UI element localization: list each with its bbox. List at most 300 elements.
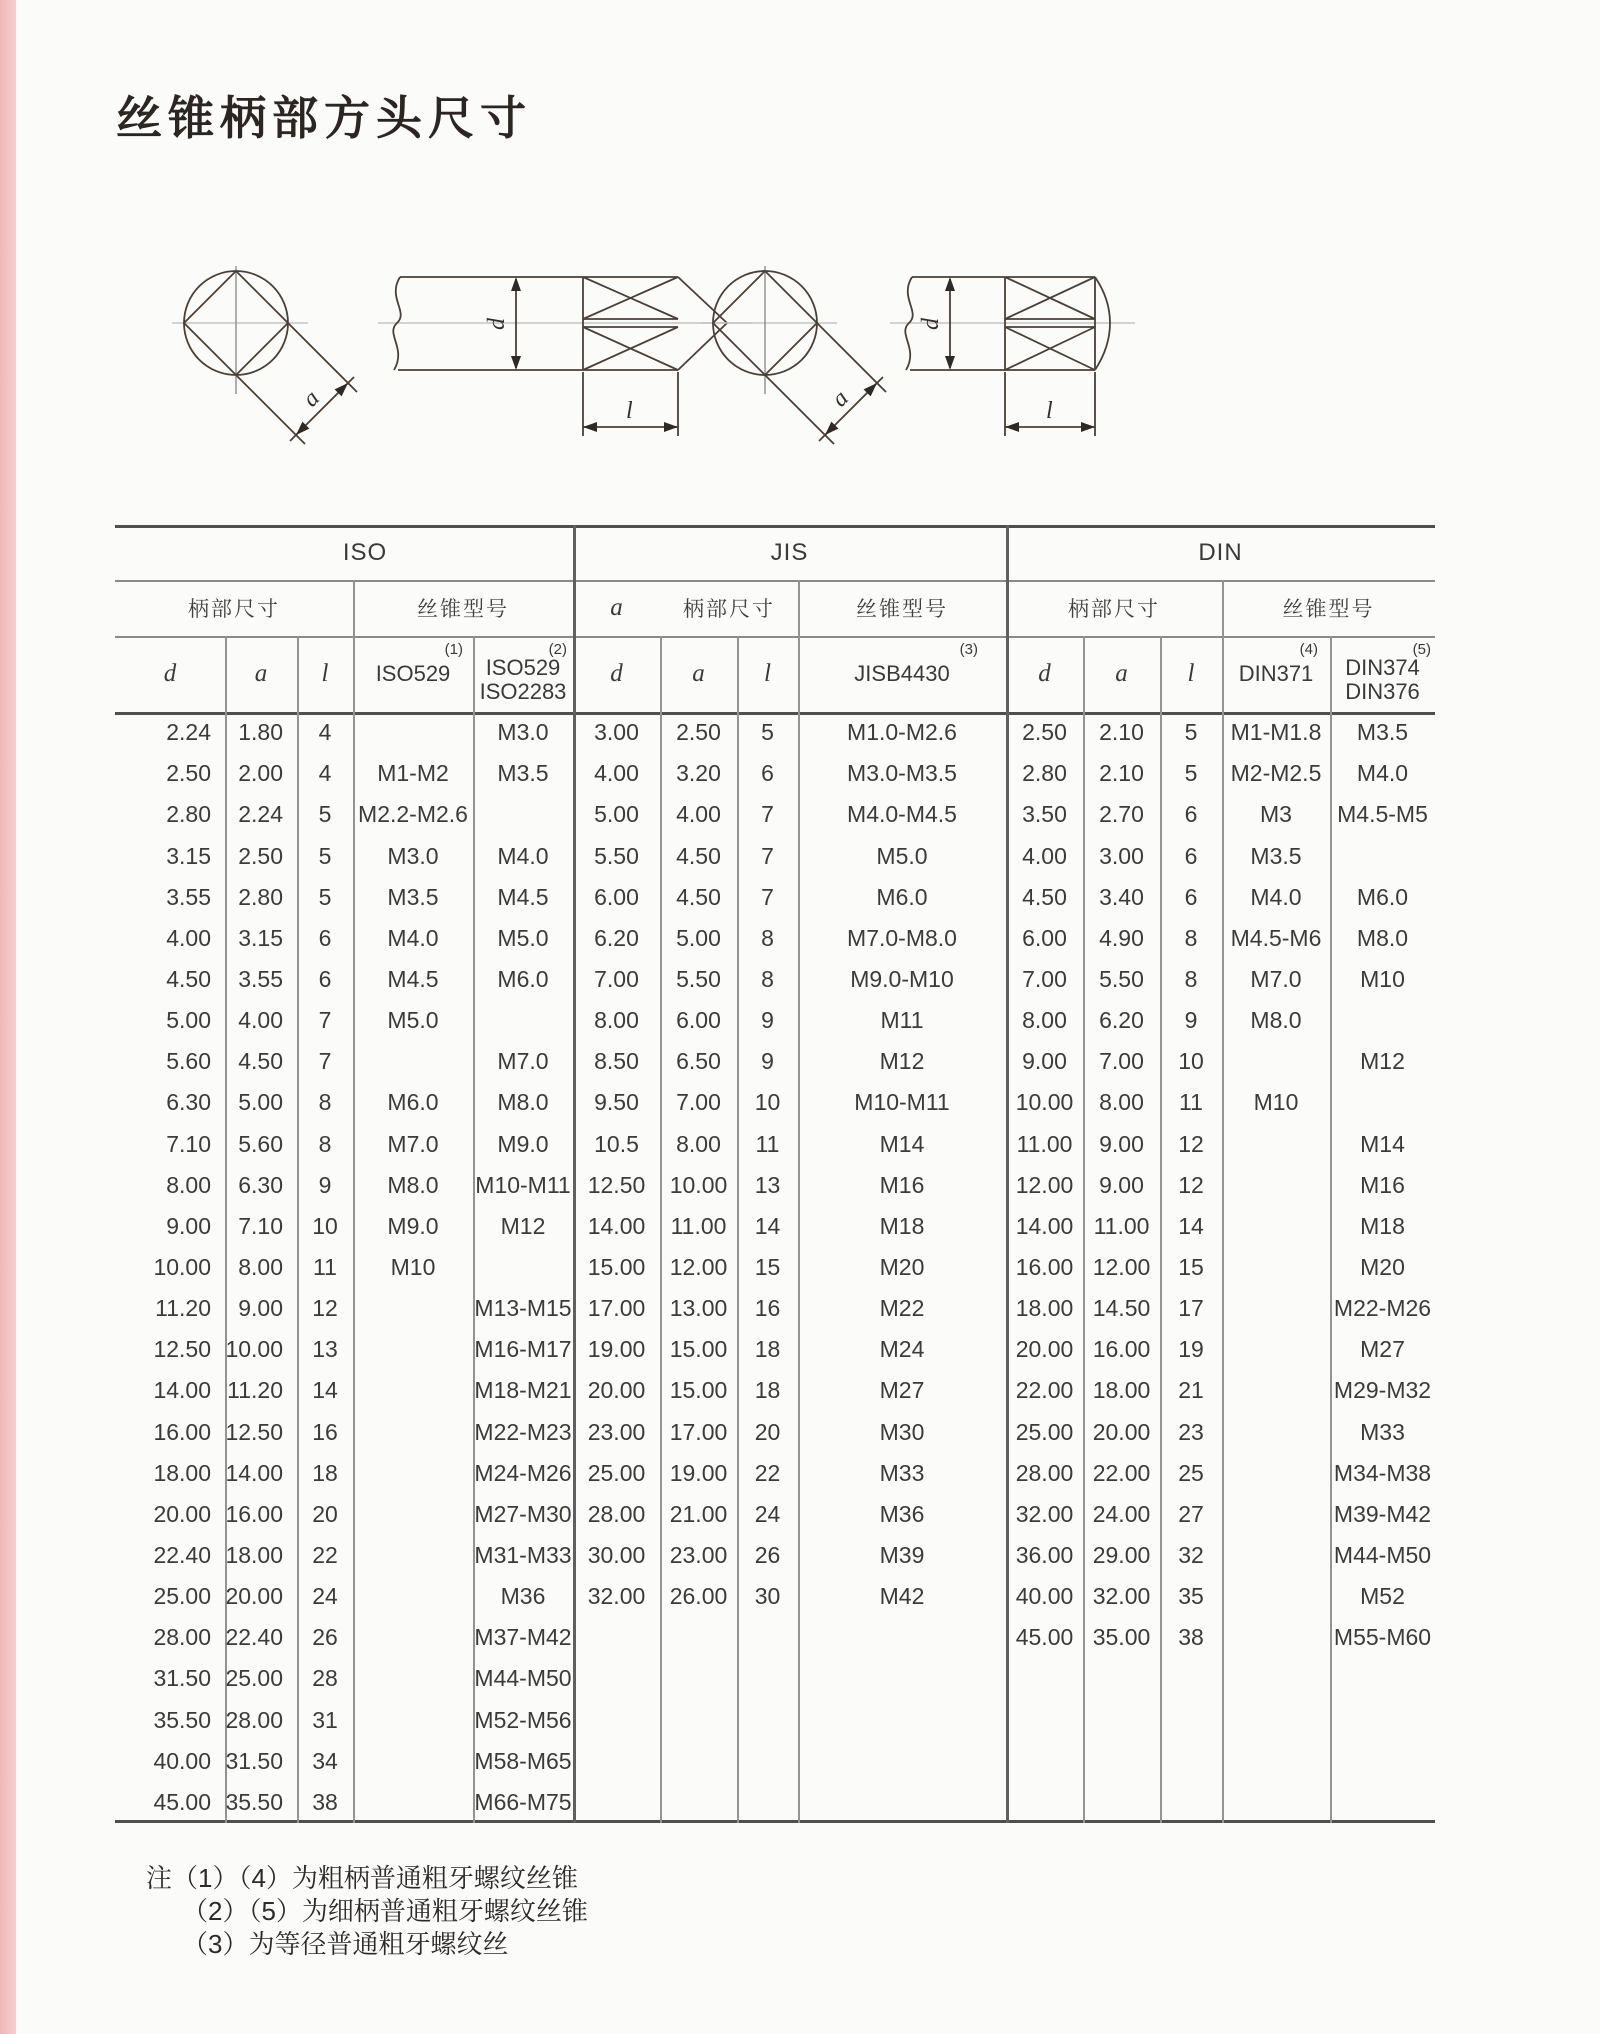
- table-cell: M39: [879, 1542, 925, 1569]
- table-cell: 5: [761, 719, 774, 746]
- table-cell: M10: [1360, 965, 1405, 992]
- table-cell: M6.0: [387, 1089, 439, 1116]
- standard-name: DIN376: [1345, 679, 1420, 704]
- table-cell: M42: [879, 1583, 925, 1610]
- table-cell: 28.00: [587, 1500, 646, 1527]
- table-cell: M44-M50: [474, 1665, 572, 1692]
- table-cell: 18: [312, 1459, 338, 1486]
- table-cell: M4.0: [497, 842, 549, 869]
- table-cell: 5: [318, 842, 332, 869]
- table-cell: 29.00: [1092, 1542, 1151, 1569]
- table-cell: 5.00: [166, 1007, 211, 1034]
- table-cell: 28.00: [153, 1624, 211, 1651]
- table-cell: M9.0: [497, 1130, 549, 1157]
- table-cell: 15: [1178, 1253, 1204, 1280]
- table-cell: 8.00: [1022, 1007, 1067, 1034]
- table-cell: 7: [318, 1007, 332, 1034]
- iso-shank-header: 柄部尺寸: [188, 598, 280, 621]
- table-cell: 16.00: [1015, 1253, 1074, 1280]
- table-cell: 20.00: [225, 1583, 283, 1610]
- dim-d-label: d: [484, 318, 510, 330]
- table-cell: 21: [1178, 1377, 1204, 1404]
- table-cell: M18: [879, 1212, 925, 1239]
- table-cell: 6.30: [166, 1089, 211, 1116]
- table-cell: 12.00: [1092, 1253, 1151, 1280]
- table-cell: 5.50: [594, 842, 639, 869]
- table-cell: 3.00: [594, 719, 639, 746]
- table-cell: 8: [761, 965, 774, 992]
- iso-type-col-1: [353, 636, 473, 712]
- table-cell: M7.0-M8.0: [847, 924, 957, 951]
- table-cell: 16.00: [225, 1500, 283, 1527]
- table-cell: 20.00: [587, 1377, 646, 1404]
- table-cell: 17.00: [587, 1295, 646, 1322]
- table-cell: M4.0: [1250, 883, 1302, 910]
- table-cell: 8.50: [594, 1048, 639, 1075]
- table-cell: 14.00: [587, 1212, 646, 1239]
- dim-l-label: l: [1046, 398, 1053, 424]
- table-cell: 3.55: [238, 965, 283, 992]
- table-cell: 22: [754, 1459, 781, 1486]
- table-cell: 6.00: [594, 883, 639, 910]
- iso-col-l: l: [321, 660, 329, 687]
- table-cell: 11.00: [1016, 1130, 1073, 1157]
- table-cell: 20.00: [1092, 1418, 1151, 1445]
- iso-type-col-2: [473, 636, 573, 712]
- table-cell: 24: [312, 1583, 338, 1610]
- table-cell: M14: [879, 1130, 925, 1157]
- iso-type-header: 丝锥型号: [417, 598, 509, 621]
- table-cell: 6.00: [676, 1007, 721, 1034]
- table-cell: 14.50: [1092, 1295, 1151, 1322]
- table-cell: M4.5: [387, 965, 439, 992]
- table-cell: 32.00: [1092, 1583, 1151, 1610]
- section-label-jis: JIS: [770, 538, 809, 566]
- table-cell: M18-M21: [474, 1377, 572, 1404]
- table-cell: 5: [1184, 719, 1198, 746]
- table-cell: 14: [754, 1212, 781, 1239]
- table-cell: M4.5: [497, 883, 549, 910]
- table-cell: 6.30: [238, 1171, 283, 1198]
- table-cell: M20: [1360, 1253, 1405, 1280]
- table-cell: 14.00: [153, 1377, 211, 1404]
- din-col-d: d: [1038, 660, 1051, 687]
- table-cell: 4: [318, 719, 332, 746]
- table-cell: 11: [1179, 1089, 1203, 1116]
- table-cell: 2.50: [676, 719, 721, 746]
- table-cell: 11.20: [155, 1295, 211, 1322]
- dimension-table: [115, 525, 1435, 1823]
- table-cell: M10: [390, 1253, 436, 1280]
- table-cell: 3.15: [166, 842, 211, 869]
- table-cell: 26.00: [669, 1583, 728, 1610]
- table-cell: 2.10: [1099, 719, 1144, 746]
- table-cell: 35: [1178, 1583, 1204, 1610]
- table-cell: 14.00: [225, 1459, 283, 1486]
- table-cell: 26: [754, 1542, 781, 1569]
- table-cell: M1.0-M2.6: [847, 719, 957, 746]
- table-cell: M33: [879, 1459, 925, 1486]
- table-cell: 5: [318, 801, 332, 828]
- table-cell: M34-M38: [1333, 1459, 1432, 1486]
- table-cell: 5.50: [676, 965, 721, 992]
- table-cell: 6: [1184, 883, 1198, 910]
- table-cell: 11: [755, 1130, 780, 1157]
- table-cell: M24-M26: [474, 1459, 572, 1486]
- table-cell: M22: [879, 1295, 925, 1322]
- jis-col-d: d: [610, 660, 623, 687]
- table-cell: 2.24: [238, 801, 283, 828]
- din-shank-header: 柄部尺寸: [1068, 598, 1160, 621]
- table-cell: M4.0-M4.5: [847, 801, 957, 828]
- table-cell: 15: [754, 1253, 781, 1280]
- table-cell: M27: [879, 1377, 925, 1404]
- table-cell: 6.50: [676, 1048, 721, 1075]
- table-cell: M12: [879, 1048, 925, 1075]
- table-cell: 8.00: [238, 1253, 283, 1280]
- table-cell: 7.00: [594, 965, 639, 992]
- table-cell: 10.5: [594, 1130, 639, 1157]
- table-cell: M3.0-M3.5: [847, 760, 957, 787]
- table-cell: M5.0: [387, 1007, 439, 1034]
- table-cell: 10.00: [669, 1171, 728, 1198]
- dim-a-label: a: [826, 385, 854, 413]
- table-cell: M8.0: [1250, 1007, 1302, 1034]
- table-cell: M8.0: [1356, 924, 1409, 951]
- table-cell: 32: [1178, 1542, 1204, 1569]
- table-cell: 5.00: [594, 801, 639, 828]
- table-cell: M55-M60: [1333, 1624, 1432, 1651]
- table-cell: 25.00: [1015, 1418, 1074, 1445]
- table-cell: 23.00: [587, 1418, 646, 1445]
- table-cell: M6.0: [497, 965, 549, 992]
- table-cell: 2.24: [166, 719, 211, 746]
- table-cell: 7: [761, 842, 774, 869]
- table-cell: 4.50: [676, 883, 721, 910]
- table-cell: 5.60: [238, 1130, 283, 1157]
- table-cell: 4: [318, 760, 332, 787]
- standard-name: ISO529: [485, 655, 561, 680]
- table-cell: M16: [879, 1171, 925, 1198]
- table-cell: 12.50: [587, 1171, 646, 1198]
- table-cell: 28.00: [225, 1706, 283, 1733]
- din-type-col-2: [1330, 636, 1435, 712]
- table-cell: M2-M2.5: [1230, 760, 1322, 787]
- jis-col-l: l: [764, 660, 771, 687]
- table-cell: M12: [500, 1212, 546, 1239]
- table-cell: 19.00: [669, 1459, 728, 1486]
- table-cell: 9: [761, 1007, 774, 1034]
- table-cell: 4.00: [1022, 842, 1067, 869]
- table-cell: 31.50: [225, 1747, 283, 1774]
- table-cell: M3.5: [387, 883, 439, 910]
- technical-drawings: [100, 180, 1250, 470]
- iso-col-a: a: [254, 660, 268, 687]
- table-cell: 7.00: [676, 1089, 721, 1116]
- table-cell: M10-M11: [854, 1089, 950, 1116]
- table-cell: 3.20: [676, 760, 721, 787]
- table-cell: 12.50: [153, 1336, 211, 1363]
- table-cell: 20.00: [153, 1500, 211, 1527]
- table-cell: M31-M33: [474, 1542, 572, 1569]
- table-cell: 22.40: [153, 1542, 211, 1569]
- table-cell: 7: [761, 801, 774, 828]
- table-cell: 3.55: [166, 883, 211, 910]
- table-cell: M5.0: [876, 842, 928, 869]
- dim-a-label: a: [297, 385, 325, 413]
- table-cell: 5.50: [1099, 965, 1144, 992]
- table-cell: M52: [1360, 1583, 1405, 1610]
- table-cell: 4.90: [1099, 924, 1144, 951]
- table-cell: 5.00: [238, 1089, 283, 1116]
- table-cell: M6.0: [1356, 883, 1409, 910]
- table-cell: 30: [754, 1583, 781, 1610]
- table-cell: 2.50: [166, 760, 211, 787]
- table-cell: M3.5: [1356, 719, 1409, 746]
- table-cell: 8: [318, 1089, 332, 1116]
- table-cell: M36: [879, 1500, 925, 1527]
- table-cell: M3.5: [497, 760, 549, 787]
- table-cell: 34: [312, 1747, 338, 1774]
- table-cell: 6.00: [1022, 924, 1067, 951]
- table-cell: 16: [312, 1418, 338, 1445]
- table-cell: 31: [312, 1706, 338, 1733]
- din-col-l: l: [1187, 660, 1195, 687]
- footnote-line: （2）（5）为细柄普通粗牙螺纹丝锥: [182, 1896, 588, 1926]
- table-cell: 14: [312, 1377, 338, 1404]
- table-cell: 15.00: [669, 1377, 728, 1404]
- table-cell: M4.5-M6: [1230, 924, 1322, 951]
- table-cell: M11: [880, 1007, 924, 1034]
- table-cell: 20: [754, 1418, 781, 1445]
- table-cell: 8: [1184, 924, 1198, 951]
- table-cell: 18.00: [1015, 1295, 1074, 1322]
- table-cell: 32.00: [1015, 1500, 1074, 1527]
- table-cell: 17.00: [669, 1418, 728, 1445]
- table-cell: M8.0: [497, 1089, 549, 1116]
- table-cell: M18: [1360, 1212, 1405, 1239]
- jis-type-header: 丝锥型号: [856, 598, 948, 621]
- table-cell: M9.0: [387, 1212, 439, 1239]
- table-cell: 40.00: [1015, 1583, 1074, 1610]
- din-type-col-1: [1222, 636, 1330, 712]
- table-cell: 10: [1178, 1048, 1204, 1075]
- table-cell: 25.00: [587, 1459, 646, 1486]
- table-cell: 2.10: [1099, 760, 1144, 787]
- table-cell: 38: [312, 1788, 338, 1815]
- table-cell: 18: [754, 1336, 781, 1363]
- footnotes: [146, 1862, 588, 1961]
- table-cell: M27: [1360, 1336, 1405, 1363]
- table-cell: 8: [1184, 965, 1198, 992]
- square-end-view-pointed: [172, 266, 357, 444]
- table-cell: 15.00: [587, 1253, 646, 1280]
- table-cell: 26: [312, 1624, 338, 1651]
- table-cell: 4.00: [166, 924, 211, 951]
- table-cell: M22-M26: [1333, 1295, 1432, 1322]
- table-cell: 6: [318, 924, 332, 951]
- table-cell: 8: [761, 924, 774, 951]
- table-cell: 3.40: [1099, 883, 1144, 910]
- table-cell: 32.00: [587, 1583, 646, 1610]
- table-cell: 36.00: [1015, 1542, 1074, 1569]
- table-cell: 4.00: [676, 801, 721, 828]
- table-cell: 3.00: [1099, 842, 1144, 869]
- table-cell: M22-M23: [474, 1418, 572, 1445]
- standard-name: DIN374: [1345, 655, 1420, 680]
- table-cell: M7.0: [497, 1048, 549, 1075]
- table-cell: 7.10: [166, 1130, 211, 1157]
- table-cell: 5.60: [166, 1048, 211, 1075]
- table-cell: 27: [1178, 1500, 1204, 1527]
- table-cell: M7.0: [387, 1130, 439, 1157]
- table-cell: 15.00: [669, 1336, 728, 1363]
- table-cell: M3.5: [1250, 842, 1302, 869]
- table-cell: 9: [1184, 1007, 1198, 1034]
- table-cell: 9.00: [166, 1212, 211, 1239]
- table-cell: 11.20: [227, 1377, 283, 1404]
- table-cell: 38: [1178, 1624, 1204, 1651]
- footnote-ref: (1): [444, 641, 463, 658]
- table-cell: 25.00: [153, 1583, 211, 1610]
- footnote-line: 注（1）（4）为粗柄普通粗牙螺纹丝锥: [146, 1863, 578, 1893]
- table-cell: 7.00: [1022, 965, 1067, 992]
- table-cell: 31.50: [153, 1665, 211, 1692]
- table-cell: 20: [312, 1500, 338, 1527]
- table-cell: 17: [1178, 1295, 1204, 1322]
- table-cell: M14: [1360, 1130, 1405, 1157]
- table-cell: 8.00: [166, 1171, 211, 1198]
- table-cell: 9: [318, 1171, 332, 1198]
- table-cell: 6: [1184, 842, 1198, 869]
- jis-col-a: a: [692, 660, 705, 687]
- table-cell: 35.00: [1092, 1624, 1151, 1651]
- table-cell: 10.00: [225, 1336, 283, 1363]
- table-cell: 9.50: [594, 1089, 639, 1116]
- table-cell: M20: [879, 1253, 925, 1280]
- table-cell: 5: [318, 883, 332, 910]
- footnote-ref: (3): [959, 641, 978, 658]
- table-cell: M52-M56: [474, 1706, 572, 1733]
- din-col-a: a: [1115, 660, 1128, 687]
- standard-name: ISO529: [375, 661, 451, 686]
- table-cell: 9.00: [238, 1295, 283, 1322]
- table-cell: 19: [1178, 1336, 1204, 1363]
- page-edge-strip: [0, 0, 16, 2034]
- table-cell: 30.00: [587, 1542, 646, 1569]
- table-cell: 7.00: [1099, 1048, 1144, 1075]
- table-cell: M4.0: [387, 924, 439, 951]
- table-cell: 23: [1178, 1418, 1204, 1445]
- table-cell: 9.00: [1099, 1130, 1144, 1157]
- table-cell: 14: [1178, 1212, 1204, 1239]
- table-cell: 18.00: [225, 1542, 283, 1569]
- table-cell: 7.10: [238, 1212, 283, 1239]
- table-cell: 45.00: [1015, 1624, 1074, 1651]
- table-cell: M37-M42: [474, 1624, 572, 1651]
- table-cell: 16: [754, 1295, 781, 1322]
- table-cell: 16.00: [1092, 1336, 1151, 1363]
- footnote-ref: (5): [1412, 641, 1431, 658]
- table-cell: M29-M32: [1333, 1377, 1432, 1404]
- square-end-view-round: [701, 266, 886, 444]
- section-label-iso: ISO: [342, 538, 388, 566]
- table-cell: 10.00: [153, 1253, 211, 1280]
- table-cell: 2.80: [1022, 760, 1067, 787]
- table-cell: 13.00: [669, 1295, 728, 1322]
- table-cell: 20.00: [1015, 1336, 1074, 1363]
- standard-name: JISB4430: [854, 661, 950, 686]
- table-cell: 14.00: [1015, 1212, 1074, 1239]
- table-cell: M36: [500, 1583, 546, 1610]
- table-cell: 35.50: [153, 1706, 211, 1733]
- table-cell: 12: [312, 1295, 338, 1322]
- table-cell: 11.00: [670, 1212, 727, 1239]
- table-cell: 12: [1178, 1171, 1204, 1198]
- table-cell: 4.50: [238, 1048, 283, 1075]
- table-cell: 12: [1178, 1130, 1204, 1157]
- table-cell: 24.00: [1092, 1500, 1151, 1527]
- table-cell: M12: [1360, 1048, 1405, 1075]
- table-cell: 2.00: [238, 760, 283, 787]
- footnote-ref: (4): [1299, 641, 1318, 658]
- table-cell: 10: [754, 1089, 781, 1116]
- page-title: 丝锥柄部方头尺寸: [116, 92, 532, 144]
- table-cell: 45.00: [153, 1788, 211, 1815]
- table-cell: 18.00: [153, 1459, 211, 1486]
- table-cell: M44-M50: [1333, 1542, 1432, 1569]
- table-cell: M33: [1360, 1418, 1405, 1445]
- table-cell: M3.0: [387, 842, 439, 869]
- table-cell: 5: [1184, 760, 1198, 787]
- table-cell: M13-M15: [474, 1295, 572, 1322]
- table-cell: 21.00: [669, 1500, 728, 1527]
- table-cell: M16-M17: [474, 1336, 572, 1363]
- table-cell: M4.0: [1356, 760, 1409, 787]
- table-cell: 28.00: [1015, 1459, 1074, 1486]
- table-cell: 2.70: [1099, 801, 1144, 828]
- table-cell: 6: [761, 760, 774, 787]
- din-type-header: 丝锥型号: [1282, 598, 1375, 621]
- table-cell: M10: [1253, 1089, 1299, 1116]
- table-cell: 3.50: [1022, 801, 1067, 828]
- table-cell: 11: [313, 1253, 337, 1280]
- table-cell: 22.40: [225, 1624, 283, 1651]
- table-cell: 3.15: [238, 924, 283, 951]
- table-cell: M8.0: [387, 1171, 439, 1198]
- table-cell: 5.00: [676, 924, 721, 951]
- table-cell: M66-M75: [474, 1788, 572, 1815]
- table-cell: 4.00: [238, 1007, 283, 1034]
- table-cell: M3.0: [497, 719, 549, 746]
- table-cell: M3: [1260, 801, 1292, 828]
- section-label-din: DIN: [1198, 538, 1243, 566]
- table-cell: 1.80: [238, 719, 283, 746]
- table-cell: M1-M2: [377, 760, 449, 787]
- table-cell: M24: [879, 1336, 925, 1363]
- table-cell: 10.00: [1015, 1089, 1074, 1116]
- table-cell: M58-M65: [474, 1747, 572, 1774]
- table-cell: M16: [1360, 1171, 1405, 1198]
- table-cell: 6: [1184, 801, 1198, 828]
- footnote-ref: (2): [548, 641, 567, 658]
- table-cell: 28: [312, 1665, 338, 1692]
- table-cell: M6.0: [876, 883, 928, 910]
- table-cell: 22.00: [1092, 1459, 1151, 1486]
- jis-type-col-1: [798, 636, 1006, 712]
- footnote-line: （3）为等径普通粗牙螺纹丝: [182, 1929, 509, 1959]
- table-cell: 8.00: [594, 1007, 639, 1034]
